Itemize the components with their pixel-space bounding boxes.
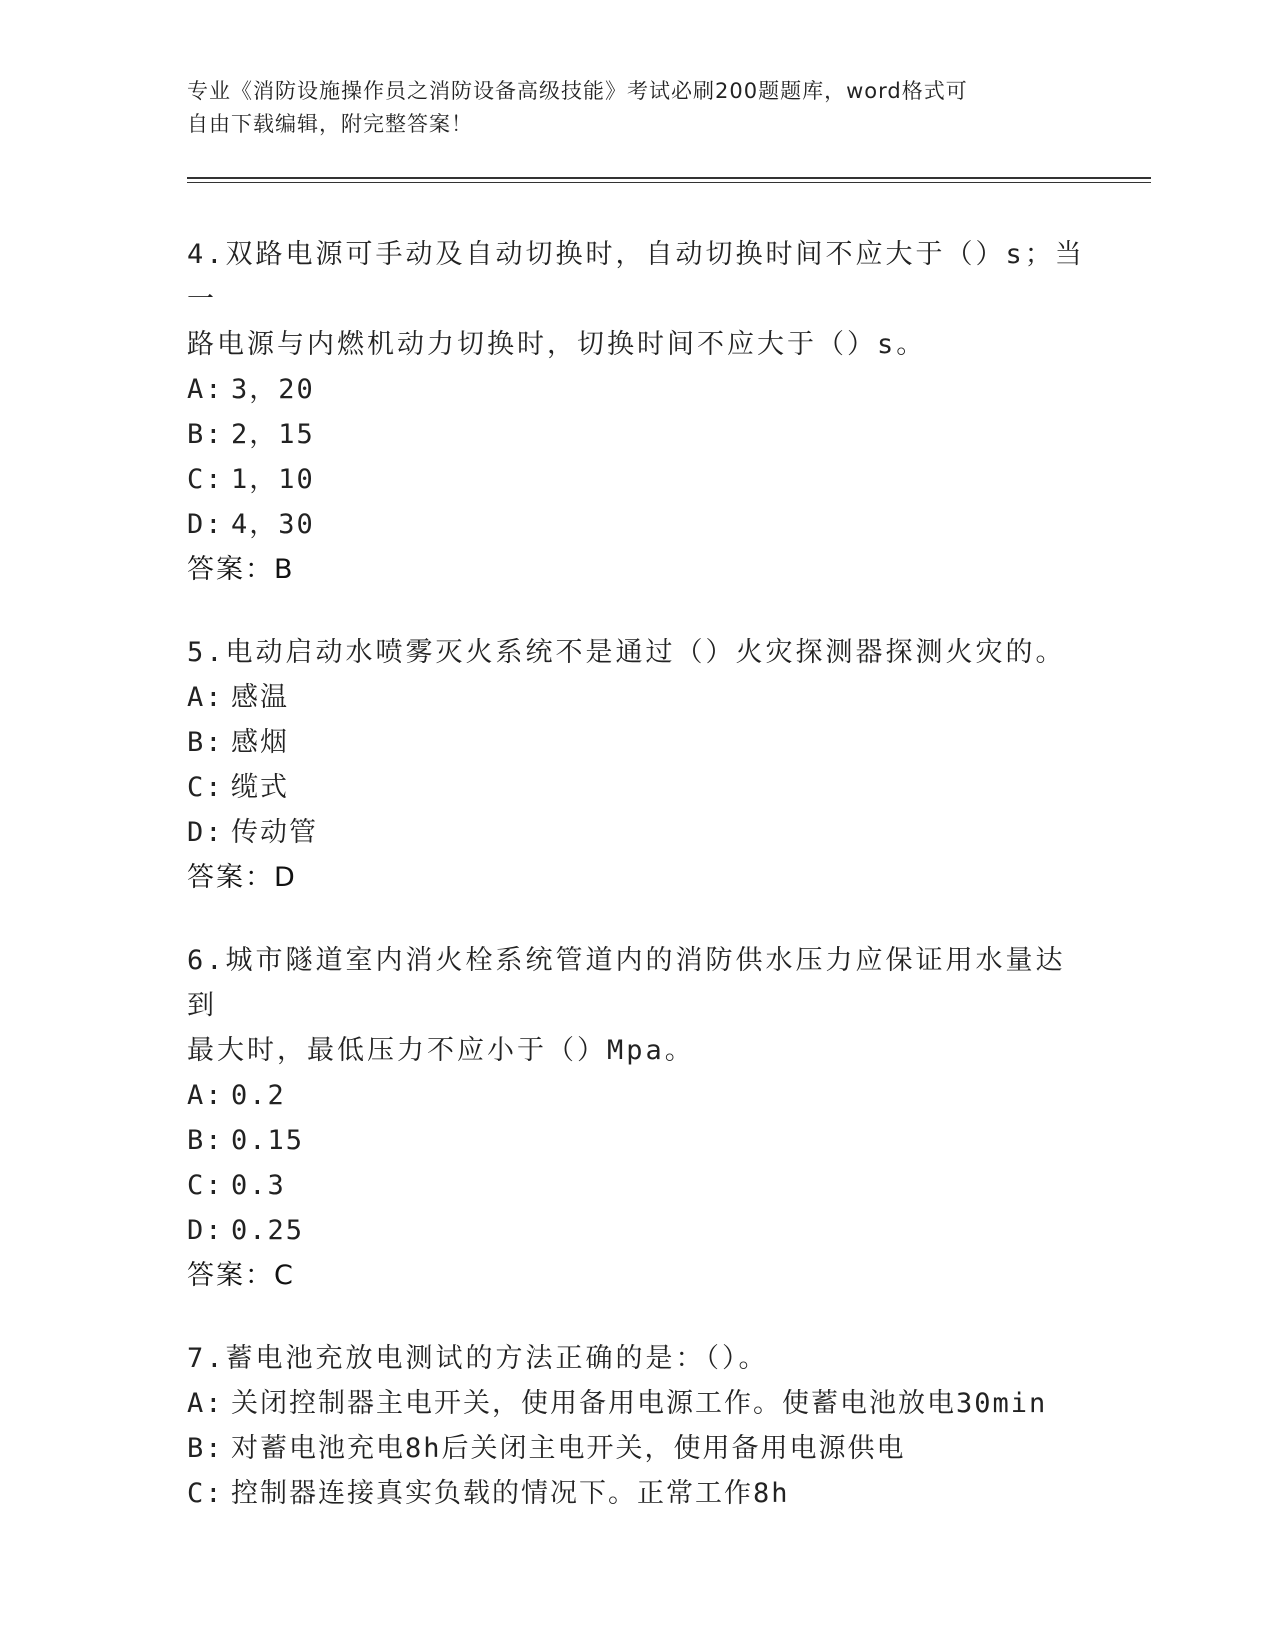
option-text: 感温 — [231, 682, 289, 713]
answer-line: 答案：D — [187, 862, 297, 893]
option-text: 感烟 — [231, 727, 289, 758]
option-c — [187, 457, 1087, 502]
answer-line: 答案：B — [187, 554, 295, 585]
option-text: 3，20 — [231, 374, 315, 405]
question-stem — [187, 232, 1087, 367]
option-d — [187, 1208, 1087, 1253]
header-divider-thin — [187, 182, 1151, 183]
option-c — [187, 1471, 1087, 1516]
option-letter: A: — [187, 682, 224, 713]
stem-line: 路电源与内燃机动力切换时，切换时间不应大于（）s。 — [187, 329, 927, 360]
option-b — [187, 720, 1087, 765]
option-a — [187, 1073, 1087, 1118]
stem-line: 5.电动启动水喷雾灭火系统不是通过（）火灾探测器探测火灾的。 — [187, 637, 1066, 668]
question-4 — [187, 232, 1087, 592]
option-letter: A: — [187, 1080, 224, 1111]
option-d — [187, 502, 1087, 547]
question-6 — [187, 938, 1087, 1298]
option-a — [187, 675, 1087, 720]
question-stem — [187, 938, 1087, 1073]
option-text: 缆式 — [231, 772, 289, 803]
option-text: 0.15 — [231, 1125, 305, 1156]
option-text: 对蓄电池充电8h后关闭主电开关，使用备用电源供电 — [231, 1433, 906, 1464]
option-letter: B: — [187, 419, 224, 450]
option-b — [187, 412, 1087, 457]
option-text: 0.3 — [231, 1170, 286, 1201]
answer-line: 答案：C — [187, 1260, 295, 1291]
option-letter: B: — [187, 727, 224, 758]
option-letter: B: — [187, 1433, 224, 1464]
question-5 — [187, 630, 1087, 900]
option-letter: C: — [187, 464, 224, 495]
document-header — [187, 75, 1087, 141]
question-list — [187, 232, 1087, 1554]
option-d — [187, 810, 1087, 855]
option-text: 关闭控制器主电开关，使用备用电源工作。使蓄电池放电30min — [231, 1388, 1048, 1419]
stem-line: 4.双路电源可手动及自动切换时，自动切换时间不应大于（）s；当一 — [187, 239, 1085, 315]
option-letter: D: — [187, 817, 224, 848]
stem-line: 6.城市隧道室内消火栓系统管道内的消防供水压力应保证用水量达到 — [187, 945, 1066, 1021]
option-letter: A: — [187, 1388, 224, 1419]
stem-line: 最大时，最低压力不应小于（）Mpa。 — [187, 1035, 695, 1066]
header-divider-thick — [187, 177, 1151, 179]
option-b — [187, 1118, 1087, 1163]
option-text: 2，15 — [231, 419, 315, 450]
question-stem — [187, 630, 1087, 675]
option-text: 控制器连接真实负载的情况下。正常工作8h — [231, 1478, 790, 1509]
question-stem — [187, 1336, 1087, 1381]
option-letter: B: — [187, 1125, 224, 1156]
option-text: 1，10 — [231, 464, 315, 495]
stem-line: 7.蓄电池充放电测试的方法正确的是：（）。 — [187, 1343, 769, 1374]
option-a — [187, 367, 1087, 412]
option-letter: A: — [187, 374, 224, 405]
header-line-1: 专业《消防设施操作员之消防设备高级技能》考试必刷200题题库，word格式可 — [187, 79, 968, 103]
option-text: 传动管 — [231, 817, 318, 848]
option-letter: C: — [187, 1478, 224, 1509]
option-text: 4，30 — [231, 509, 315, 540]
option-letter: C: — [187, 1170, 224, 1201]
option-letter: D: — [187, 509, 224, 540]
option-c — [187, 765, 1087, 810]
option-text: 0.25 — [231, 1215, 305, 1246]
option-a — [187, 1381, 1087, 1426]
header-line-2: 自由下载编辑，附完整答案！ — [187, 112, 473, 136]
question-7 — [187, 1336, 1087, 1516]
option-c — [187, 1163, 1087, 1208]
option-b — [187, 1426, 1087, 1471]
option-letter: D: — [187, 1215, 224, 1246]
option-letter: C: — [187, 772, 224, 803]
option-text: 0.2 — [231, 1080, 286, 1111]
